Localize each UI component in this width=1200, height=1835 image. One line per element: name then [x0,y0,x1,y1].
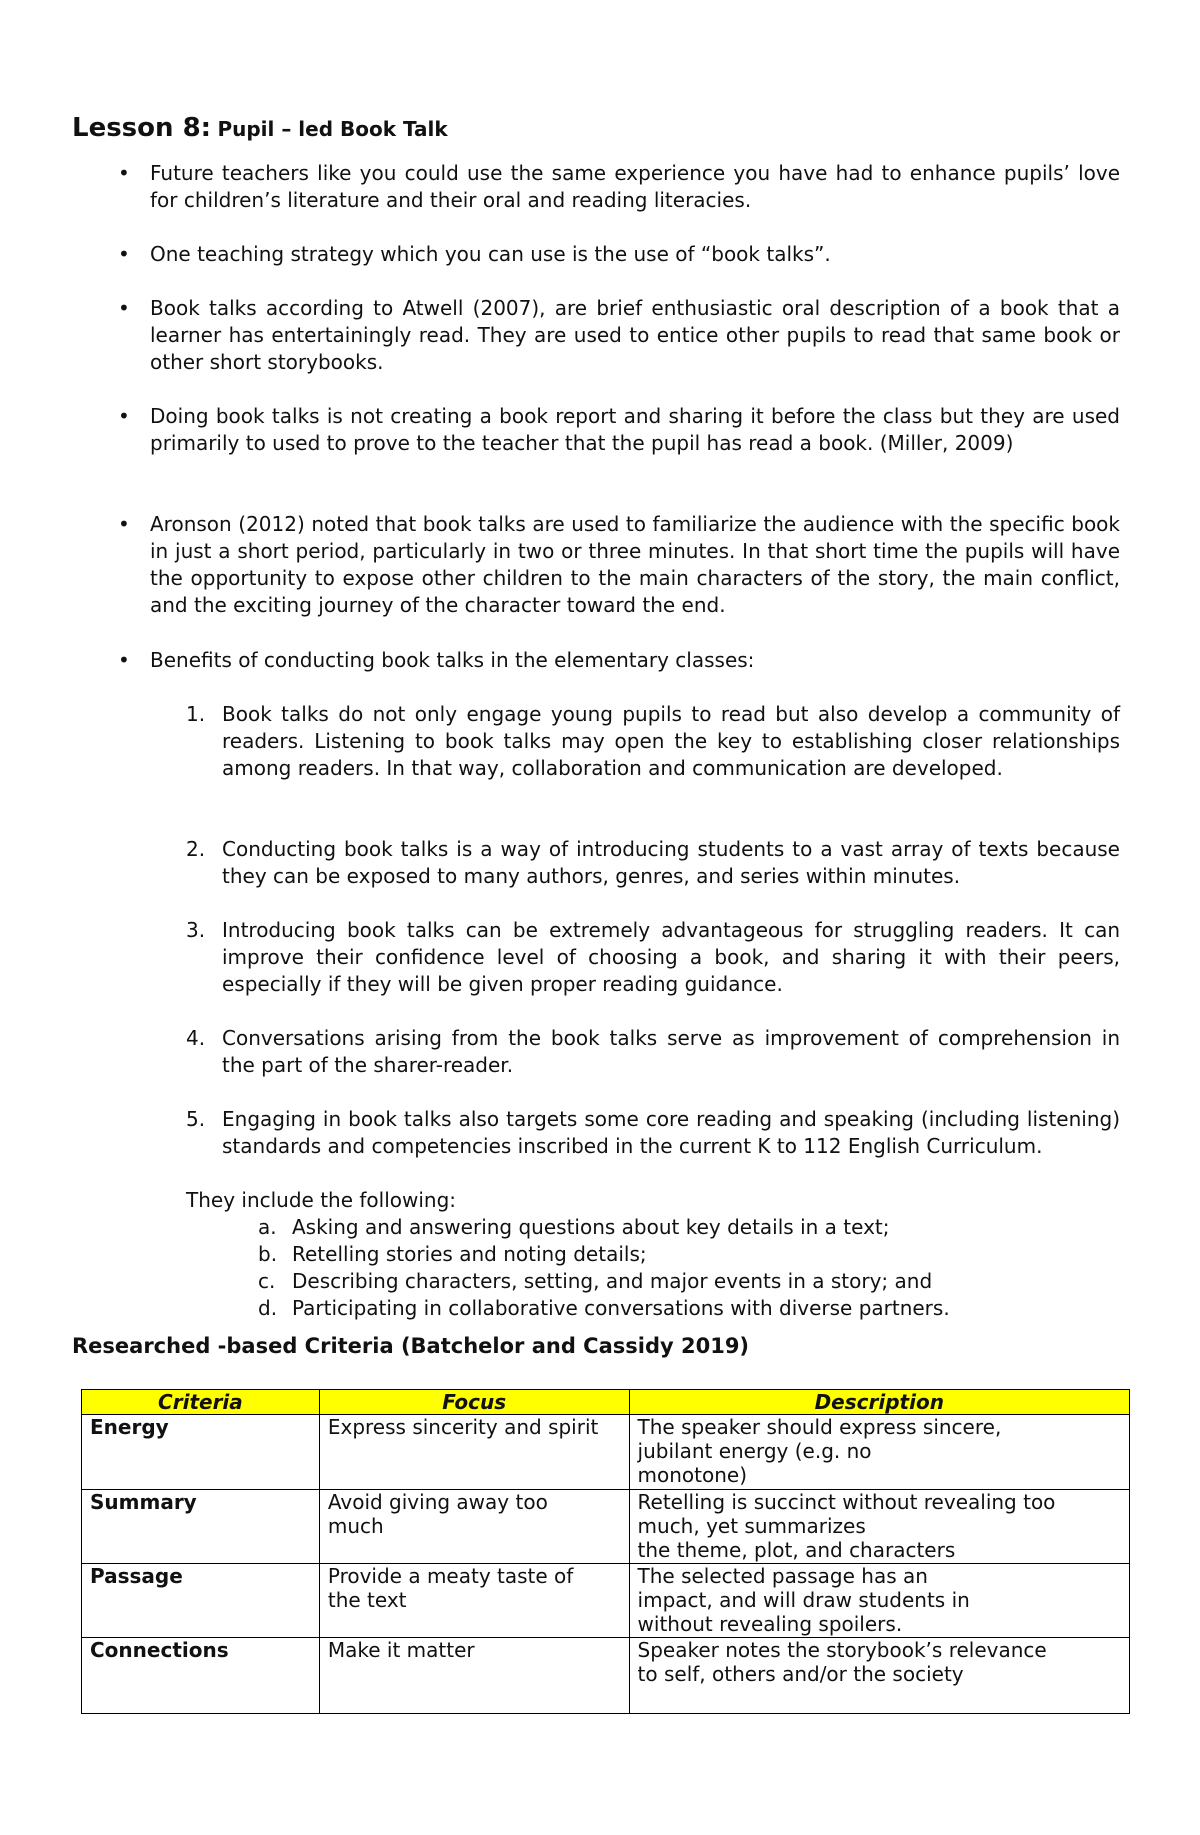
description-line: Retelling is succinct without revealing too [637,1490,1056,1514]
standard-item [258,1214,1112,1241]
lesson-number: Lesson 8: [72,113,212,143]
description-cell [629,1490,1129,1564]
bullet-dot: • [118,242,130,266]
focus-line: Avoid giving away too [327,1490,548,1514]
description-line: the theme, plot, and characters [637,1538,956,1562]
criteria-cell: Passage [82,1564,320,1638]
benefit-text: Engaging in book talks also targets some core reading and speaking (including listening) standards and competencies inscribed in the current K to 112 English Curriculum. [222,1107,1120,1158]
focus-line: Express sincerity and spirit [327,1415,599,1439]
focus-cell [319,1490,629,1564]
bullet-dot: • [118,161,130,185]
include-label: They include the following: [186,1188,457,1212]
benefit-number: 3. [186,918,206,942]
description-line: The selected passage has an [637,1564,928,1588]
bullet-dot: • [118,296,130,320]
benefit-item [186,917,1120,998]
focus-line: Provide a meaty taste of [327,1564,574,1588]
description-line: impact, and will draw students in [637,1588,970,1612]
standard-item [258,1295,1112,1322]
description-line: to self, others and/or the society [637,1662,964,1686]
table-row [82,1490,1130,1564]
standard-text: Retelling stories and noting details; [292,1242,647,1266]
bullet-dot: • [118,512,130,536]
bullet-text: Doing book talks is not creating a book report and sharing it before the class but they are used primarily to used to prove to the teacher that the pupil has read a book. (Miller, 2009) [150,404,1120,455]
benefit-number: 4. [186,1026,206,1050]
column-header-focus: Focus [319,1390,629,1415]
focus-cell [319,1564,629,1638]
lesson-heading [72,113,448,143]
bullet-item [118,647,1120,674]
criteria-cell: Summary [82,1490,320,1564]
bullet-dot: • [118,404,130,428]
focus-cell [319,1415,629,1490]
column-header-description: Description [629,1390,1129,1415]
focus-line: the text [327,1588,407,1612]
focus-line: Make it matter [327,1638,475,1662]
description-line: The speaker should express sincere, [637,1415,1002,1439]
description-line: jubilant energy (e.g. no [637,1439,872,1463]
bullet-item [118,511,1120,619]
bullet-item [118,403,1120,457]
standard-text: Participating in collaborative conversations with diverse partners. [292,1296,950,1320]
bullet-dot: • [118,648,130,672]
bullet-item [118,241,1120,268]
standard-text: Asking and answering questions about key details in a text; [292,1215,890,1239]
description-line: much, yet summarizes [637,1514,866,1538]
benefit-text: Conversations arising from the book talks serve as improvement of comprehension in the part of the sharer-reader. [222,1026,1120,1077]
bullet-text: One teaching strategy which you can use is the use of “book talks”. [150,242,831,266]
standard-letter: a. [258,1215,277,1239]
bullet-text: Book talks according to Atwell (2007), are brief enthusiastic oral description of a book that a learner has entertainingly read. They are used to entice other pupils to read that same book or other short storybooks. [150,296,1120,374]
description-cell [629,1564,1129,1638]
benefit-number: 2. [186,837,206,861]
column-header-criteria: Criteria [82,1390,320,1415]
bullet-text: Future teachers like you could use the same experience you have had to enhance pupils’ love for children’s literature and their oral and reading literacies. [150,161,1120,212]
standard-text: Describing characters, setting, and major events in a story; and [292,1269,933,1293]
standard-letter: b. [258,1242,278,1266]
section-title: Researched -based Criteria (Batchelor and Cassidy 2019) [72,1334,750,1358]
benefit-item [186,701,1120,782]
description-cell [629,1638,1129,1714]
benefit-item [186,836,1120,890]
description-line: monotone) [637,1463,748,1487]
standard-letter: d. [258,1296,278,1320]
description-cell [629,1415,1129,1490]
criteria-cell: Energy [82,1415,320,1490]
description-line: Speaker notes the storybook’s relevance [637,1638,1047,1662]
criteria-table [81,1389,1130,1714]
lesson-title: Pupil – led Book Talk [217,117,448,141]
bullet-item [118,160,1120,214]
standard-item [258,1268,1112,1295]
standard-item [258,1241,1112,1268]
description-line: without revealing spoilers. [637,1612,903,1636]
table-row [82,1638,1130,1714]
table-row [82,1564,1130,1638]
table-header-row [82,1390,1130,1415]
benefit-item [186,1025,1120,1079]
standard-letter: c. [258,1269,276,1293]
bullet-text: Benefits of conducting book talks in the elementary classes: [150,648,755,672]
benefit-number: 5. [186,1107,206,1131]
benefit-item [186,1106,1120,1160]
benefit-text: Conducting book talks is a way of introducing students to a vast array of texts because they can be exposed to many authors, genres, and series within minutes. [222,837,1120,888]
criteria-cell: Connections [82,1638,320,1714]
focus-line: much [327,1514,384,1538]
bullet-text: Aronson (2012) noted that book talks are used to familiarize the audience with the specific book in just a short period, particularly in two or three minutes. In that short time the pupils will have the opportunity to expose other children to the main characters of the story, the main conflict, and the exciting journey of the character toward the end. [150,512,1120,617]
benefit-number: 1. [186,702,206,726]
benefit-text: Book talks do not only engage young pupils to read but also develop a community of readers. Listening to book talks may open the key to establishing closer relationships among readers. In that way, collaboration and communication are developed. [222,702,1120,780]
bullet-item [118,295,1120,376]
table-row [82,1415,1130,1490]
benefit-text: Introducing book talks can be extremely advantageous for struggling readers. It can improve their confidence level of choosing a book, and sharing it with their peers, especially if they will be given proper reading guidance. [222,918,1120,996]
focus-cell [319,1638,629,1714]
